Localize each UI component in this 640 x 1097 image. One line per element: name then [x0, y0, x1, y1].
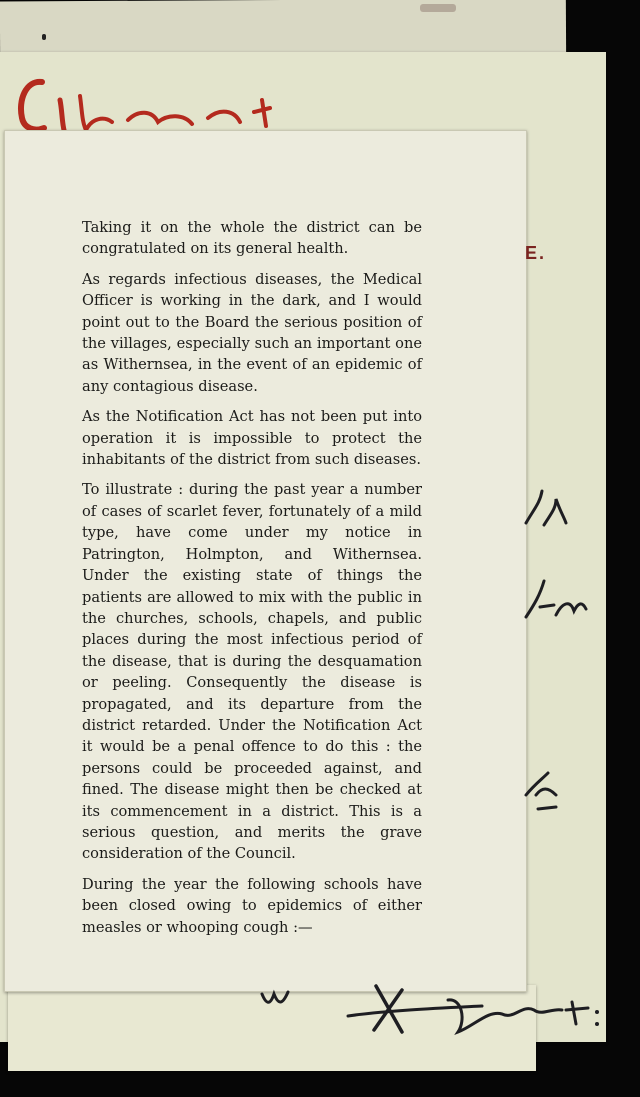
handwriting-mark-3 [522, 765, 562, 815]
paragraph-general-health: Taking it on the whole the district can be congratulated on its general health. [82, 219, 422, 258]
paragraph-schools-closed: During the year the following schools have been closed owing to epidemics of either measles or whooping cough :— [82, 875, 422, 936]
handwriting-mark-1 [520, 485, 570, 530]
handwriting-mark-2 [520, 575, 590, 625]
paragraph-infectious-diseases: As regards infectious diseases, the Medical Officer is working in the dark, and I would point out to the Board the serious position of the villages, especially such an important one as Withernsea, in the event of an epidemic of any contagious disease. [82, 270, 422, 395]
side-heading-letter: E. [525, 243, 547, 263]
tape-mark [420, 4, 456, 12]
handwriting-bottom-signature [252, 980, 612, 1050]
paragraph-notification-act: As the Notification Act has not been put into operation it is impossible to protect the inhabitants of the district from such diseases. [82, 408, 422, 469]
document-body-text [82, 215, 422, 947]
paragraph-scarlet-fever: To illustrate : during the past year a number of cases of scarlet fever, fortunately of a mild type, have come under my notice in Patrington, Holmpton, and Withernsea. Under the existing state of things the patients are allowed to mix with the public in the churches, schools, chapels, and public places during the most infectious period of the disease, that is during the desquamation or peeling. Consequently the disease is propagated, and its departure from the district retarded. Under the Notification Act it would be a penal offence to do this : the persons could be proceeded against, and fined. The disease might then be checked at its commencement in a district. This is a serious question, and merits the grave consideration of the Council. [82, 481, 422, 863]
ink-dot [42, 34, 46, 40]
